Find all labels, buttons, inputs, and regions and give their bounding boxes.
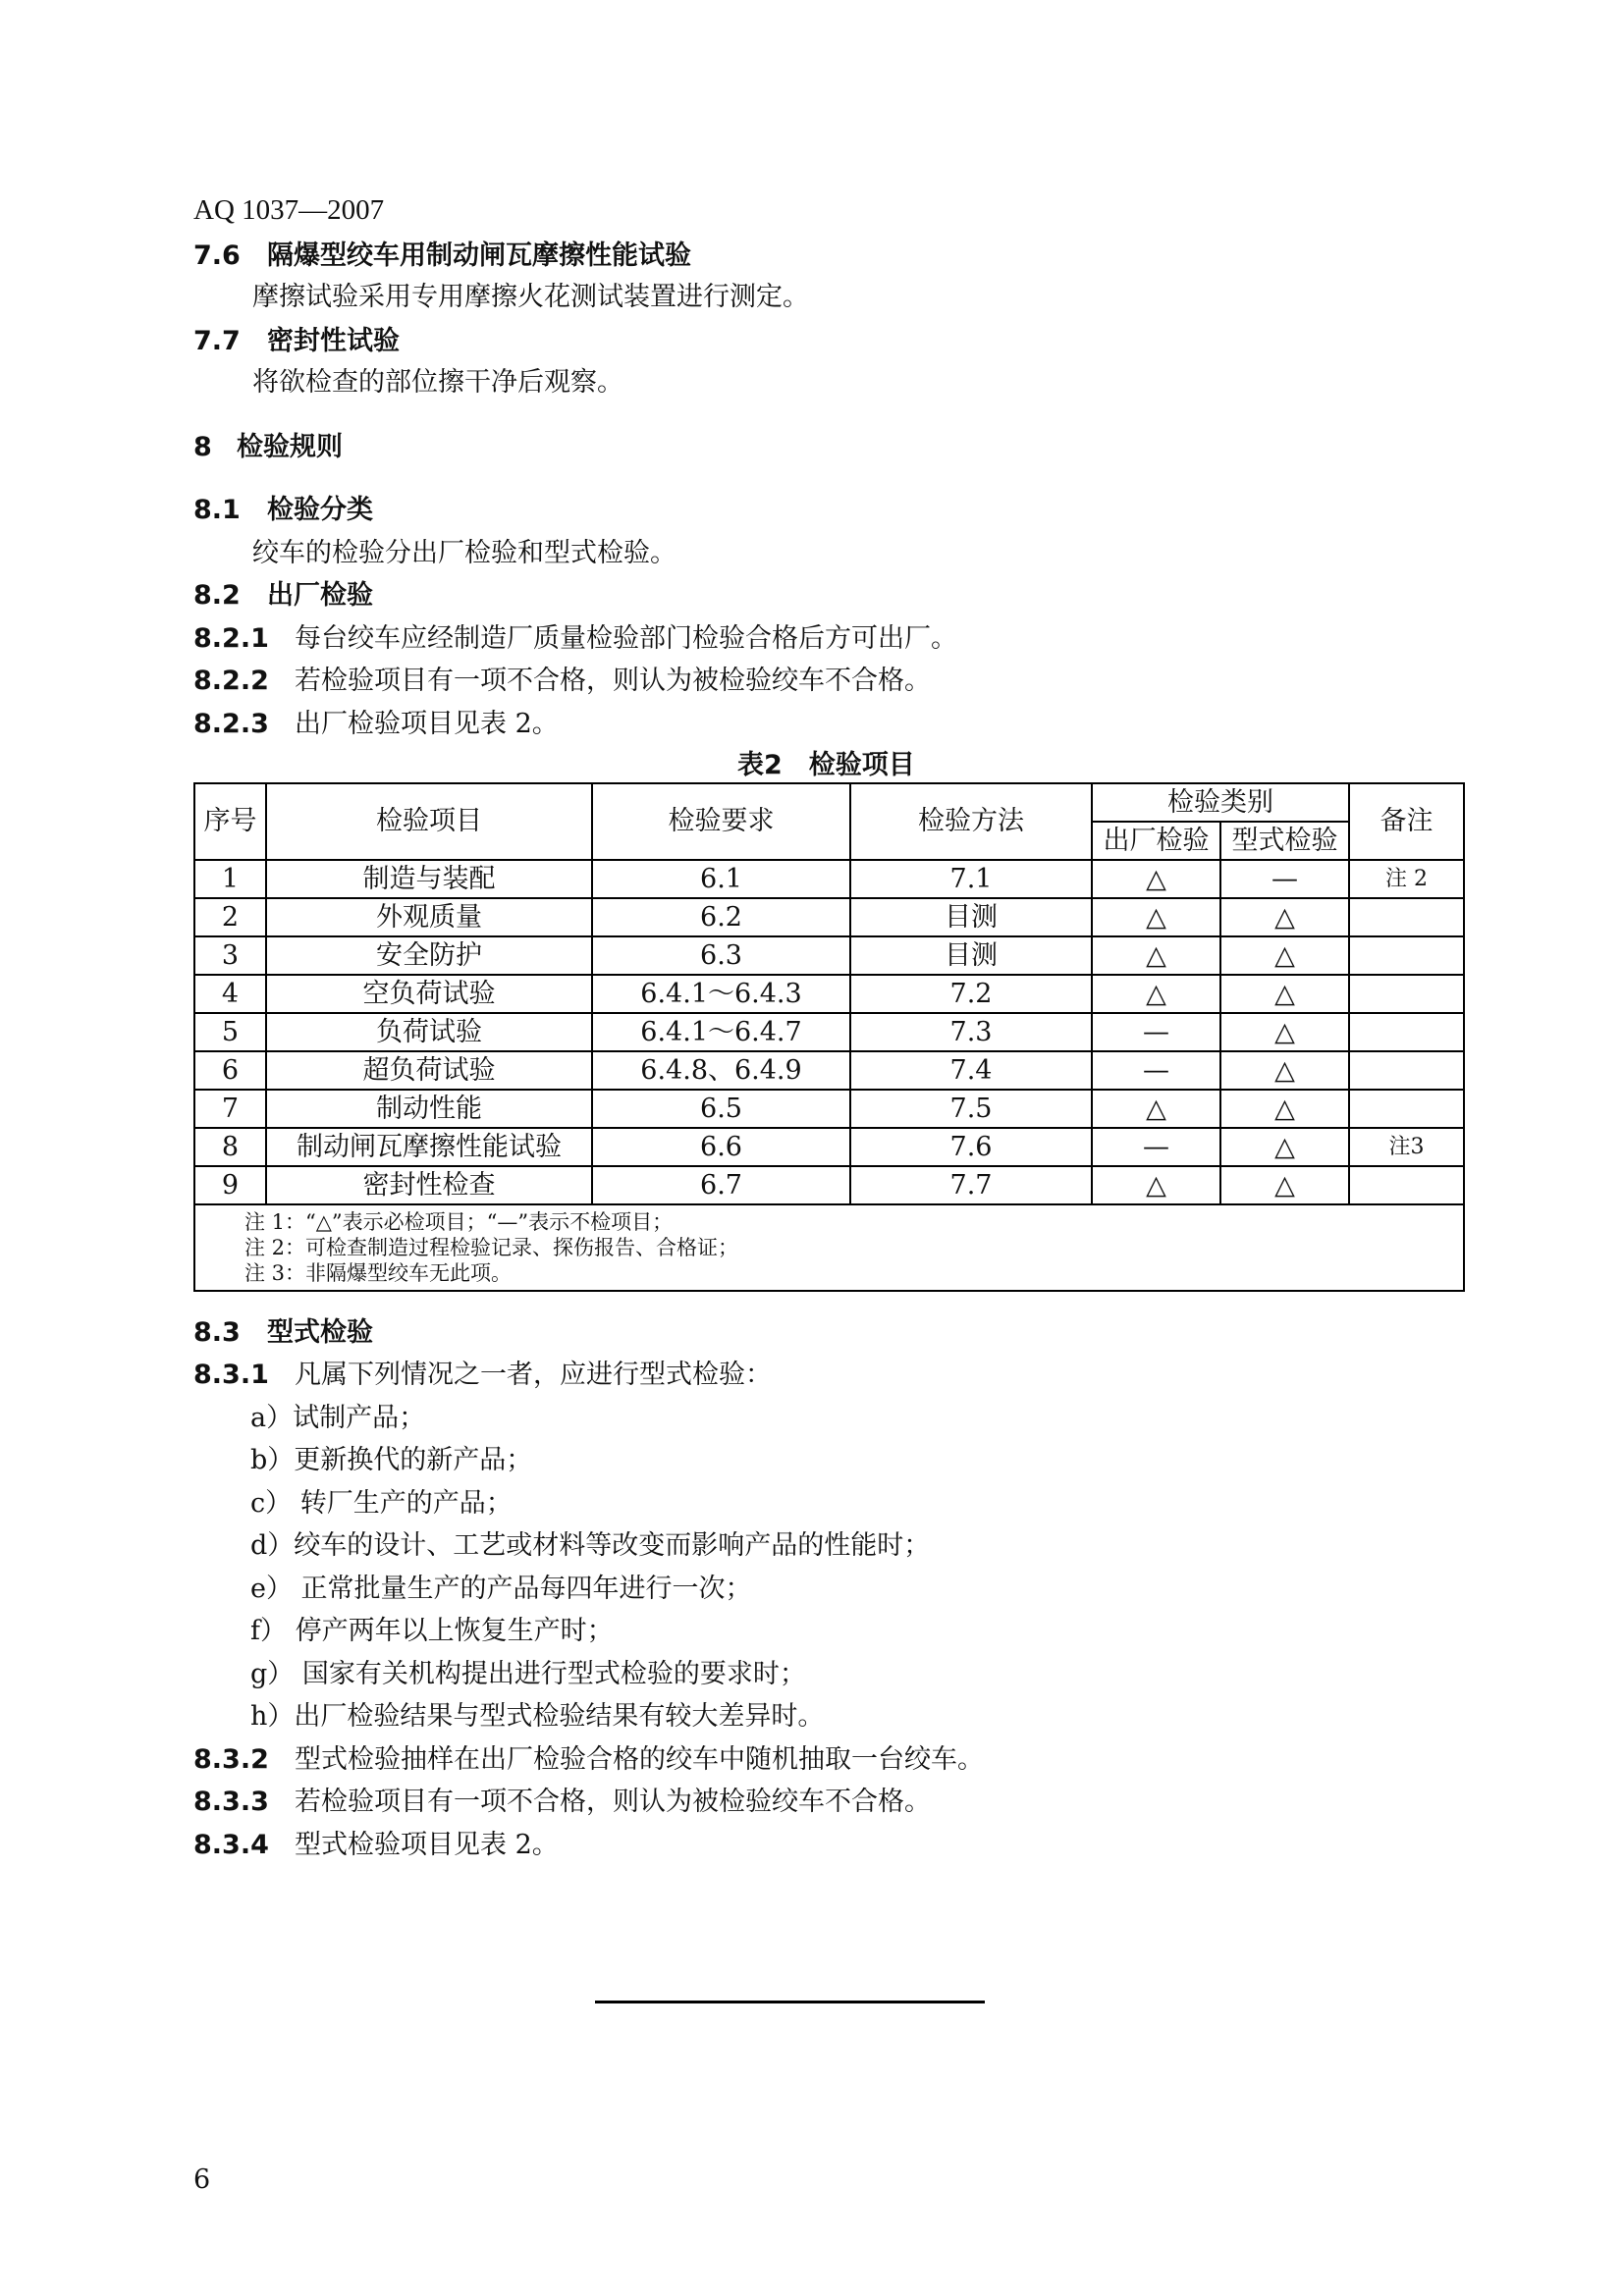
header-seq: 序号 <box>194 783 266 860</box>
cell-seq: 1 <box>194 860 266 898</box>
cell-factory: △ <box>1092 975 1220 1013</box>
header-factory-inspection: 出厂检验 <box>1092 822 1220 860</box>
clause-8-2-3 <box>193 702 559 740</box>
section-title: 检验规则 <box>237 432 343 462</box>
section-title: 隔爆型绞车用制动闸瓦摩擦性能试验 <box>267 240 691 271</box>
cell-method: 7.2 <box>850 975 1092 1013</box>
cell-method: 7.1 <box>850 860 1092 898</box>
header-method: 检验方法 <box>850 783 1092 860</box>
section-number: 7.7 <box>193 326 241 356</box>
cell-remark: 注 2 <box>1349 860 1464 898</box>
table-notes-row <box>194 1204 1464 1291</box>
cell-requirement: 6.4.8、6.4.9 <box>592 1051 850 1090</box>
cell-requirement: 6.3 <box>592 936 850 975</box>
header-type-inspection: 型式检验 <box>1220 822 1349 860</box>
inspection-items-table <box>193 782 1465 1292</box>
cell-factory: — <box>1092 1051 1220 1090</box>
clause-8-3-1 <box>193 1353 772 1391</box>
table-row <box>194 1128 1464 1166</box>
cell-item: 密封性检查 <box>266 1166 592 1204</box>
cell-item: 外观质量 <box>266 898 592 936</box>
list-item: h）出厂检验结果与型式检验结果有较大差异时。 <box>250 1701 825 1732</box>
cell-requirement: 6.1 <box>592 860 850 898</box>
clause-text: 型式检验抽样在出厂检验合格的绞车中随机抽取一台绞车。 <box>295 1744 984 1775</box>
cell-requirement: 6.4.1～6.4.3 <box>592 975 850 1013</box>
cell-type: △ <box>1220 898 1349 936</box>
section-number: 8 <box>193 432 212 462</box>
clause-8-2-1 <box>193 616 957 655</box>
cell-requirement: 6.6 <box>592 1128 850 1166</box>
cell-method: 7.4 <box>850 1051 1092 1090</box>
section-7-6-heading <box>193 234 691 272</box>
cell-item: 空负荷试验 <box>266 975 592 1013</box>
clause-text: 若检验项目有一项不合格，则认为被检验绞车不合格。 <box>295 1787 931 1817</box>
cell-seq: 9 <box>194 1166 266 1204</box>
section-8-3-heading <box>193 1310 373 1349</box>
list-item: b）更新换代的新产品； <box>250 1445 533 1475</box>
cell-seq: 6 <box>194 1051 266 1090</box>
cell-remark <box>1349 936 1464 975</box>
section-7-7-text: 将欲检查的部位擦干净后观察。 <box>252 367 623 398</box>
section-8-2-heading <box>193 573 373 612</box>
cell-requirement: 6.5 <box>592 1090 850 1128</box>
cell-requirement: 6.7 <box>592 1166 850 1204</box>
cell-factory: △ <box>1092 860 1220 898</box>
header-requirement: 检验要求 <box>592 783 850 860</box>
cell-type: △ <box>1220 1090 1349 1128</box>
section-8-1-heading <box>193 488 373 526</box>
cell-factory: △ <box>1092 898 1220 936</box>
cell-factory: — <box>1092 1128 1220 1166</box>
cell-type: △ <box>1220 1166 1349 1204</box>
list-item: e） 正常批量生产的产品每四年进行一次； <box>250 1574 752 1604</box>
cell-method: 7.6 <box>850 1128 1092 1166</box>
clause-number: 8.3.2 <box>193 1744 269 1775</box>
clause-number: 8.3.1 <box>193 1360 269 1390</box>
cell-factory: △ <box>1092 1090 1220 1128</box>
table-caption: 表2 检验项目 <box>737 750 915 780</box>
cell-type: △ <box>1220 1128 1349 1166</box>
clause-number: 8.2.3 <box>193 709 269 739</box>
list-item: c） 转厂生产的产品； <box>250 1488 513 1519</box>
cell-remark <box>1349 1013 1464 1051</box>
clause-8-3-3 <box>193 1780 931 1818</box>
table-row <box>194 1090 1464 1128</box>
section-7-6-text: 摩擦试验采用专用摩擦火花测试装置进行测定。 <box>252 282 809 312</box>
cell-item: 超负荷试验 <box>266 1051 592 1090</box>
cell-method: 7.5 <box>850 1090 1092 1128</box>
cell-seq: 2 <box>194 898 266 936</box>
end-rule <box>595 2001 985 2003</box>
page-number: 6 <box>193 2164 211 2195</box>
section-title: 出厂检验 <box>267 580 373 611</box>
cell-remark <box>1349 1051 1464 1090</box>
cell-item: 制动性能 <box>266 1090 592 1128</box>
section-8-1-text: 绞车的检验分出厂检验和型式检验。 <box>252 538 676 568</box>
document-id: AQ 1037—2007 <box>193 194 385 226</box>
cell-method: 目测 <box>850 936 1092 975</box>
section-number: 8.2 <box>193 580 241 611</box>
cell-seq: 5 <box>194 1013 266 1051</box>
cell-remark: 注3 <box>1349 1128 1464 1166</box>
table-row <box>194 1166 1464 1204</box>
clause-number: 8.3.3 <box>193 1787 269 1817</box>
table-header-row <box>194 783 1464 822</box>
cell-type: △ <box>1220 975 1349 1013</box>
cell-type: △ <box>1220 936 1349 975</box>
section-number: 7.6 <box>193 240 241 271</box>
clause-text: 凡属下列情况之一者，应进行型式检验： <box>295 1360 772 1390</box>
cell-method: 目测 <box>850 898 1092 936</box>
clause-number: 8.3.4 <box>193 1830 269 1860</box>
section-title: 检验分类 <box>267 495 373 525</box>
cell-remark <box>1349 1166 1464 1204</box>
cell-item: 负荷试验 <box>266 1013 592 1051</box>
header-category: 检验类别 <box>1092 783 1349 822</box>
table-row <box>194 860 1464 898</box>
section-8-heading <box>193 425 343 463</box>
clause-8-3-2 <box>193 1737 984 1776</box>
section-7-7-heading <box>193 319 400 357</box>
table-note: 注 3：非隔爆型绞车无此项。 <box>244 1261 513 1285</box>
table-row <box>194 936 1464 975</box>
header-item: 检验项目 <box>266 783 592 860</box>
table-row <box>194 1013 1464 1051</box>
clause-text: 每台绞车应经制造厂质量检验部门检验合格后方可出厂。 <box>295 623 957 654</box>
clause-text: 若检验项目有一项不合格，则认为被检验绞车不合格。 <box>295 666 931 696</box>
cell-type: △ <box>1220 1051 1349 1090</box>
table-notes <box>194 1204 1464 1291</box>
clause-8-2-2 <box>193 659 931 697</box>
cell-remark <box>1349 898 1464 936</box>
section-title: 型式检验 <box>267 1317 373 1348</box>
cell-factory: — <box>1092 1013 1220 1051</box>
cell-requirement: 6.4.1～6.4.7 <box>592 1013 850 1051</box>
list-item: d）绞车的设计、工艺或材料等改变而影响产品的性能时； <box>250 1530 931 1561</box>
section-title: 密封性试验 <box>267 326 400 356</box>
cell-item: 安全防护 <box>266 936 592 975</box>
cell-method: 7.3 <box>850 1013 1092 1051</box>
clause-number: 8.2.1 <box>193 623 269 654</box>
cell-seq: 3 <box>194 936 266 975</box>
cell-requirement: 6.2 <box>592 898 850 936</box>
table-row <box>194 898 1464 936</box>
cell-seq: 7 <box>194 1090 266 1128</box>
table-note: 注 2：可检查制造过程检验记录、探伤报告、合格证； <box>244 1236 739 1259</box>
clause-8-3-4 <box>193 1823 559 1861</box>
list-item: g） 国家有关机构提出进行型式检验的要求时； <box>250 1659 806 1689</box>
cell-item: 制动闸瓦摩擦性能试验 <box>266 1128 592 1166</box>
cell-factory: △ <box>1092 1166 1220 1204</box>
clause-text: 出厂检验项目见表 2。 <box>295 709 559 739</box>
cell-seq: 8 <box>194 1128 266 1166</box>
cell-seq: 4 <box>194 975 266 1013</box>
clause-text: 型式检验项目见表 2。 <box>295 1830 559 1860</box>
section-number: 8.1 <box>193 495 241 525</box>
cell-remark <box>1349 1090 1464 1128</box>
cell-factory: △ <box>1092 936 1220 975</box>
section-number: 8.3 <box>193 1317 241 1348</box>
list-item: a）试制产品； <box>250 1403 426 1433</box>
table-row <box>194 1051 1464 1090</box>
clause-number: 8.2.2 <box>193 666 269 696</box>
table-note: 注 1：“△”表示必检项目；“—”表示不检项目； <box>244 1210 674 1234</box>
list-item: f） 停产两年以上恢复生产时； <box>250 1616 614 1646</box>
cell-type: — <box>1220 860 1349 898</box>
cell-remark <box>1349 975 1464 1013</box>
cell-type: △ <box>1220 1013 1349 1051</box>
cell-method: 7.7 <box>850 1166 1092 1204</box>
cell-item: 制造与装配 <box>266 860 592 898</box>
table-row <box>194 975 1464 1013</box>
header-remark: 备注 <box>1349 783 1464 860</box>
